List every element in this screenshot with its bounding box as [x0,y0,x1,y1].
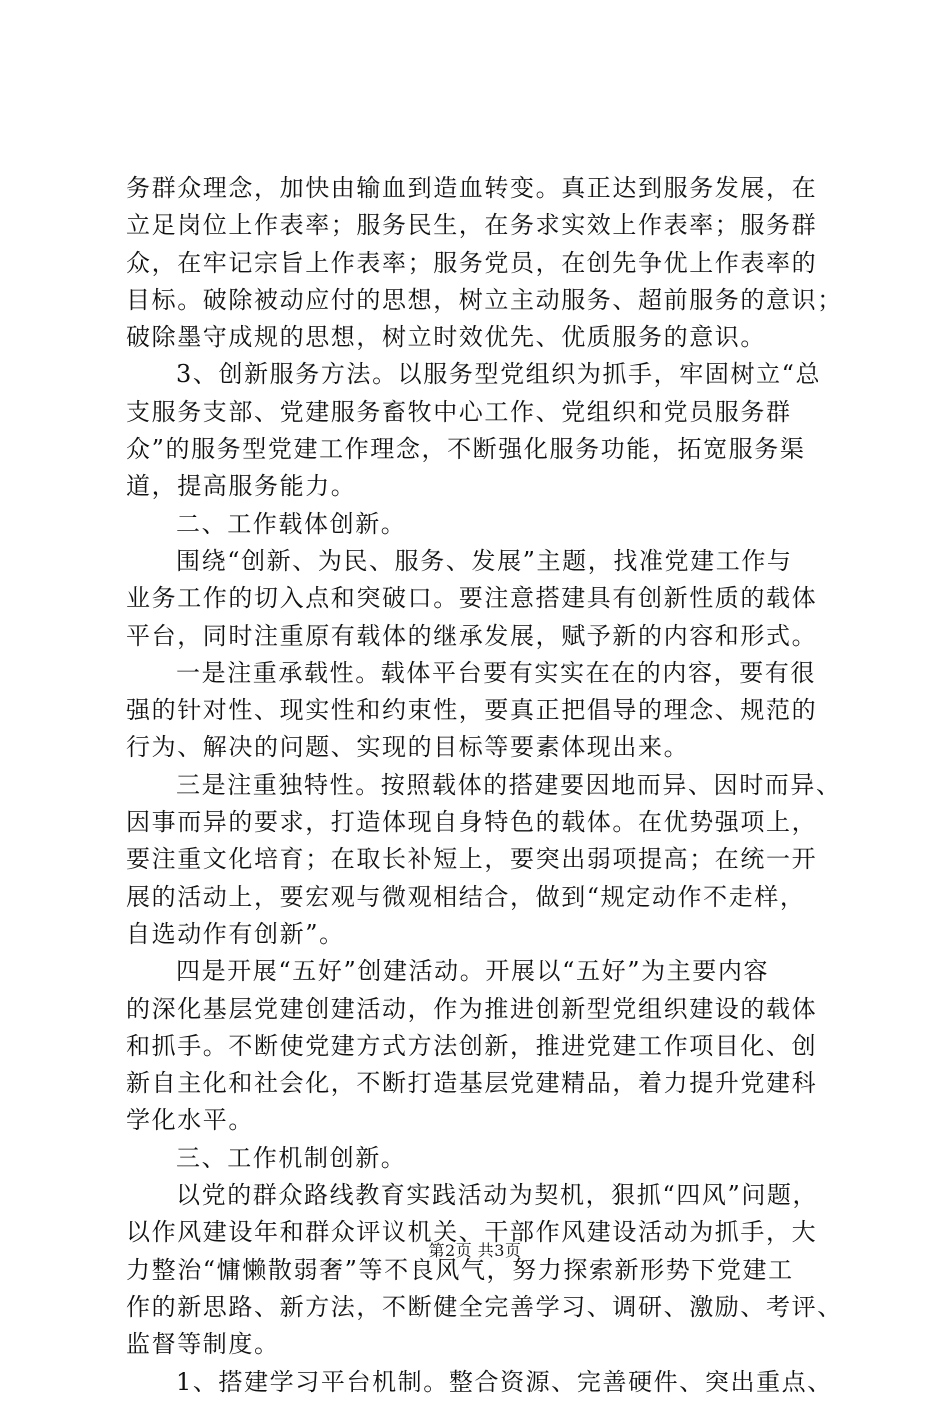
text-line: 四是开展“五好”创建活动。开展以“五好”为主要内容 [176,957,770,986]
text-line: 因事而异的要求，打造体现自身特色的载体。在优势强项上， [126,808,818,837]
text-line: 和抓手。不断使党建方式方法创新，推进党建工作项目化、创 [126,1031,818,1060]
text-line: 众，在牢记宗旨上作表率；服务党员，在创先争优上作表率的 [126,248,818,277]
text-line: 破除墨守成规的思想，树立时效优先、优质服务的意识。 [126,323,766,352]
text-line: 展的活动上，要宏观与微观相结合，做到“规定动作不走样， [126,882,806,911]
text-line: 支服务支部、党建服务畜牧中心工作、党组织和党员服务群 [126,397,792,426]
text-line: 强的针对性、现实性和约束性，要真正把倡导的理念、规范的 [126,696,818,725]
text-line: 自选动作有创新”。 [126,919,345,948]
text-line: 三、工作机制创新。 [176,1143,407,1172]
text-line: 务群众理念，加快由输血到造血转变。真正达到服务发展，在 [126,174,818,202]
text-line: 二、工作载体创新。 [176,509,407,538]
text-line: 行为、解决的问题、实现的目标等要素体现出来。 [126,733,690,762]
text-line: 新自主化和社会化，不断打造基层党建精品，着力提升党建科 [126,1069,818,1098]
text-line: 业务工作的切入点和突破口。要注意搭建具有创新性质的载体 [126,584,818,613]
text-line: 立足岗位上作表率；服务民生，在务求实效上作表率；服务群 [126,211,818,240]
text-line: 作的新思路、新方法，不断健全完善学习、调研、激励、考评、 [126,1292,843,1321]
page-footer: 第2页 共3页 [428,1241,522,1260]
text-line: 以作风建设年和群众评议机关、干部作风建设活动为抓手，大 [126,1218,818,1247]
text-line: 道，提高服务能力。 [126,472,357,501]
text-line: 要注重文化培育；在取长补短上，要突出弱项提高；在统一开 [126,845,818,874]
text-line: 目标。破除被动应付的思想，树立主动服务、超前服务的意识； [126,285,843,314]
text-line: 3、创新服务方法。以服务型党组织为抓手，牢固树立“总 [176,360,822,389]
text-line: 众”的服务型党建工作理念，不断强化服务功能，拓宽服务渠 [126,435,806,464]
text-line: 围绕“创新、为民、服务、发展”主题，找准党建工作与 [176,546,793,575]
text-line: 力整治“慵懒散弱奢”等不良风气，努力探索新形势下党建工 [126,1255,794,1284]
text-line: 的深化基层党建创建活动，作为推进创新型党组织建设的载体 [126,994,818,1023]
text-line: 监督等制度。 [126,1330,280,1359]
text-line: 以党的群众路线教育实践活动为契机，狠抓“四风”问题， [176,1181,819,1210]
text-line: 三是注重独特性。按照载体的搭建要因地而异、因时而异、 [176,770,842,799]
text-line: 一是注重承载性。载体平台要有实实在在的内容，要有很 [176,658,816,687]
text-line: 平台，同时注重原有载体的继承发展，赋予新的内容和形式。 [126,621,818,650]
document-body [126,170,843,1401]
text-line: 1、搭建学习平台机制。整合资源、完善硬件、突出重点、 [176,1367,833,1396]
text-line: 学化水平。 [126,1106,254,1135]
